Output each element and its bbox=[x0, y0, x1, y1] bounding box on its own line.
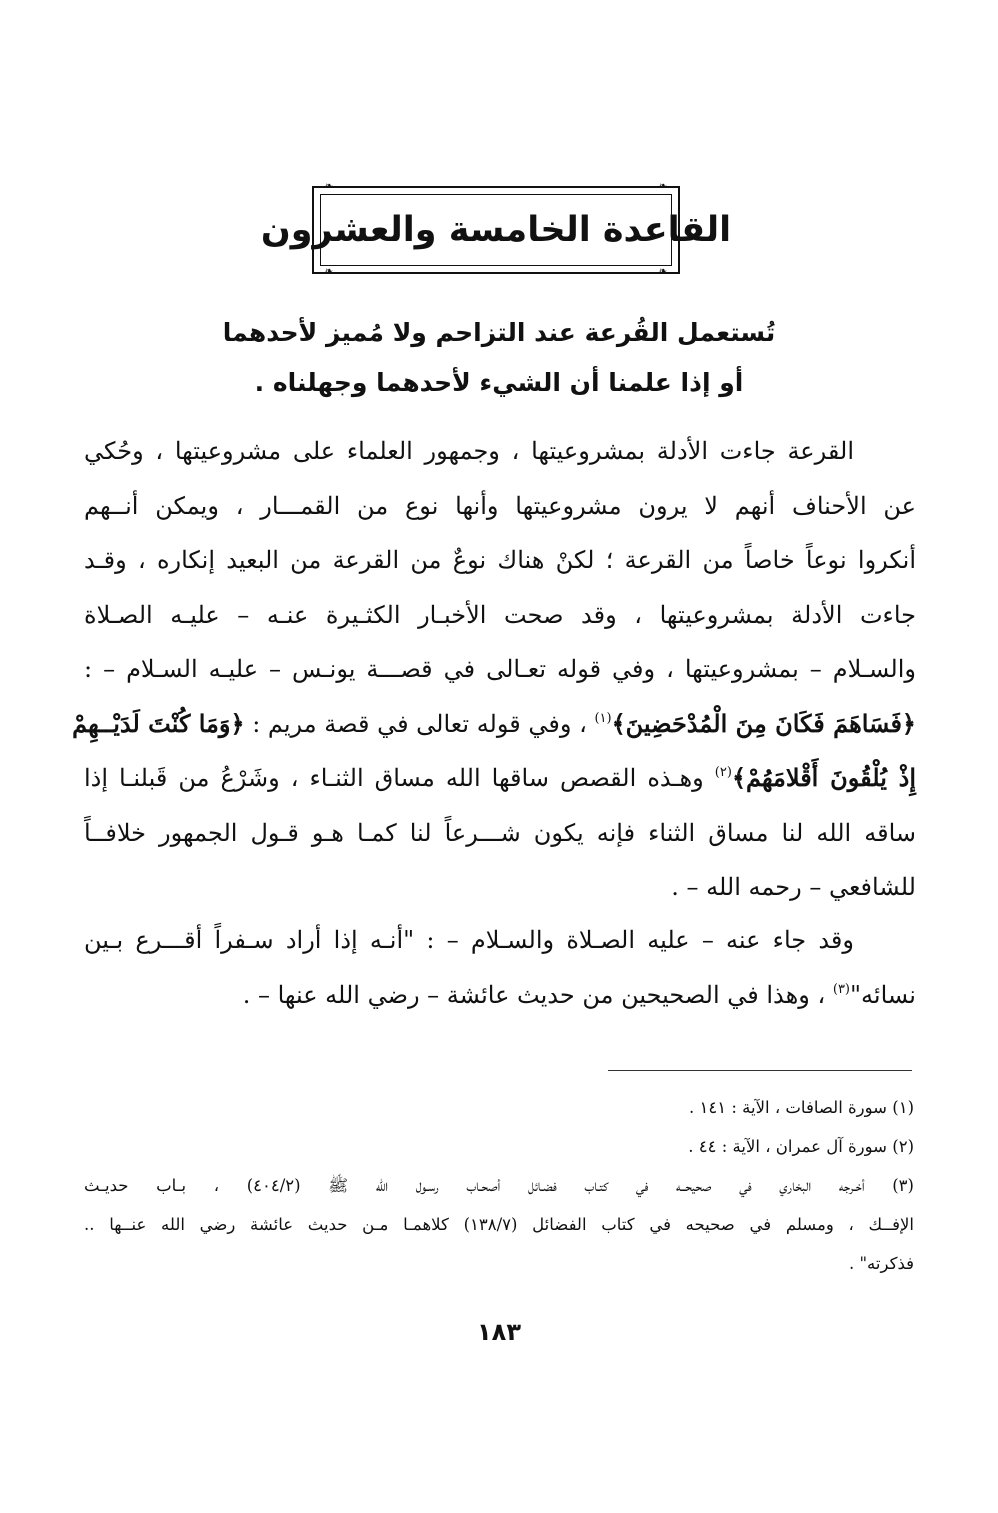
text-segment: ، وهذا في الصحيحين من حديث عائشة – رضي الله عنها – . bbox=[242, 980, 833, 1009]
quran-verse: ﴿وَمَا كُنْتَ لَدَيْــهِمْ bbox=[72, 708, 245, 738]
footnote-3-line: فذكرته" . bbox=[848, 1254, 914, 1273]
footnote-2: (٢) سورة آل عمران ، الآية : ٤٤ . bbox=[688, 1137, 914, 1156]
page-number: ١٨٣ bbox=[477, 1318, 521, 1346]
text-segment: نسائه" bbox=[850, 980, 916, 1009]
rule-statement-line-1: تُستعمل القُرعة عند التزاحم ولا مُميز لأحدهما bbox=[222, 318, 776, 347]
footnote-ref[interactable]: (٢) bbox=[714, 765, 732, 780]
quran-verse: ﴿فَسَاهَمَ فَكَانَ مِنَ الْمُدْحَضِينَ﴾ bbox=[611, 708, 916, 738]
text-line: وقد جاء عنه – عليه الصـلاة والسـلام – : "أنـه إذا أراد سـفراً أقـــرع بـين bbox=[84, 926, 854, 954]
text-line: والسـلام – بمشروعيتها ، وفي قوله تعـالى في قصـــة يونـس – عليـه السـلام – : bbox=[84, 655, 916, 683]
chapter-title: القاعدة الخامسة والعشرون bbox=[260, 210, 732, 250]
ornament-icon: ❧ bbox=[658, 181, 668, 192]
text-line: ساقه الله لنا مساق الثناء فإنه يكون شـــرعاً لنا كمـا هـو قـول الجمهور خلافــاً bbox=[84, 818, 916, 847]
text-line bbox=[84, 968, 916, 1023]
chapter-title-frame bbox=[260, 181, 732, 277]
footnote-ref[interactable]: (١) bbox=[594, 710, 612, 726]
footnotes bbox=[84, 1088, 914, 1283]
footnote-ref[interactable]: (٣) bbox=[832, 981, 850, 997]
text-line: جاءت الأدلة بمشروعيتها ، وقد صحت الأخبـار الكثـيرة عنـه – عليـه الصـلاة bbox=[84, 600, 916, 629]
ornament-icon: ❧ bbox=[324, 181, 334, 192]
footnote-1: (١) سورة الصافات ، الآية : ١٤١ . bbox=[689, 1098, 914, 1117]
footnote-3-line: (٣) أخـرجه البخاري في صحيحــه في كتـاب فضـائل أصحـاب رسـول الله ﷺ (٤٠٤/٢) ، بـاب حديـث bbox=[84, 1176, 914, 1195]
text-line: أنكروا نوعاً خاصاً من القرعة ؛ لكنْ هناك نوعٌ من القرعة من البعيد إنكاره ، وقـد bbox=[84, 546, 916, 574]
rule-statement-line-2: أو إذا علمنا أن الشيء لأحدهما وجهلناه . bbox=[254, 368, 744, 397]
text-segment: ، وفي قوله تعالى في قصة مريم : bbox=[244, 709, 595, 738]
quran-verse: إِذْ يُلْقُونَ أَقْلامَهُمْ﴾ bbox=[731, 763, 916, 792]
body-paragraph-1 bbox=[72, 424, 916, 915]
ornament-icon: ❧ bbox=[324, 266, 334, 277]
footnote-divider bbox=[608, 1070, 912, 1071]
text-line: للشافعي – رحمه الله – . bbox=[671, 873, 916, 901]
ornament-icon: ❧ bbox=[658, 266, 668, 277]
text-line: عن الأحناف أنهم لا يرون مشروعيتها وأنها نوع من القمـــار ، ويمكن أنــهم bbox=[84, 491, 916, 520]
text-line bbox=[72, 697, 916, 752]
body-paragraph-2 bbox=[84, 913, 916, 1022]
text-segment: وهـذه القصص ساقها الله مساق الثنـاء ، وشَرْعُ من قَبلنـا إذا bbox=[84, 764, 715, 792]
text-line bbox=[84, 751, 916, 806]
footnote-3-line: الإفــك ، ومسلم في صحيحه في كتاب الفضائل (١٣٨/٧) كلاهمـا مـن حديث عائشة رضي الله عنــها .. bbox=[84, 1215, 914, 1234]
text-line: القرعة جاءت الأدلة بمشروعيتها ، وجمهور العلماء على مشروعيتها ، وحُكي bbox=[84, 437, 854, 465]
